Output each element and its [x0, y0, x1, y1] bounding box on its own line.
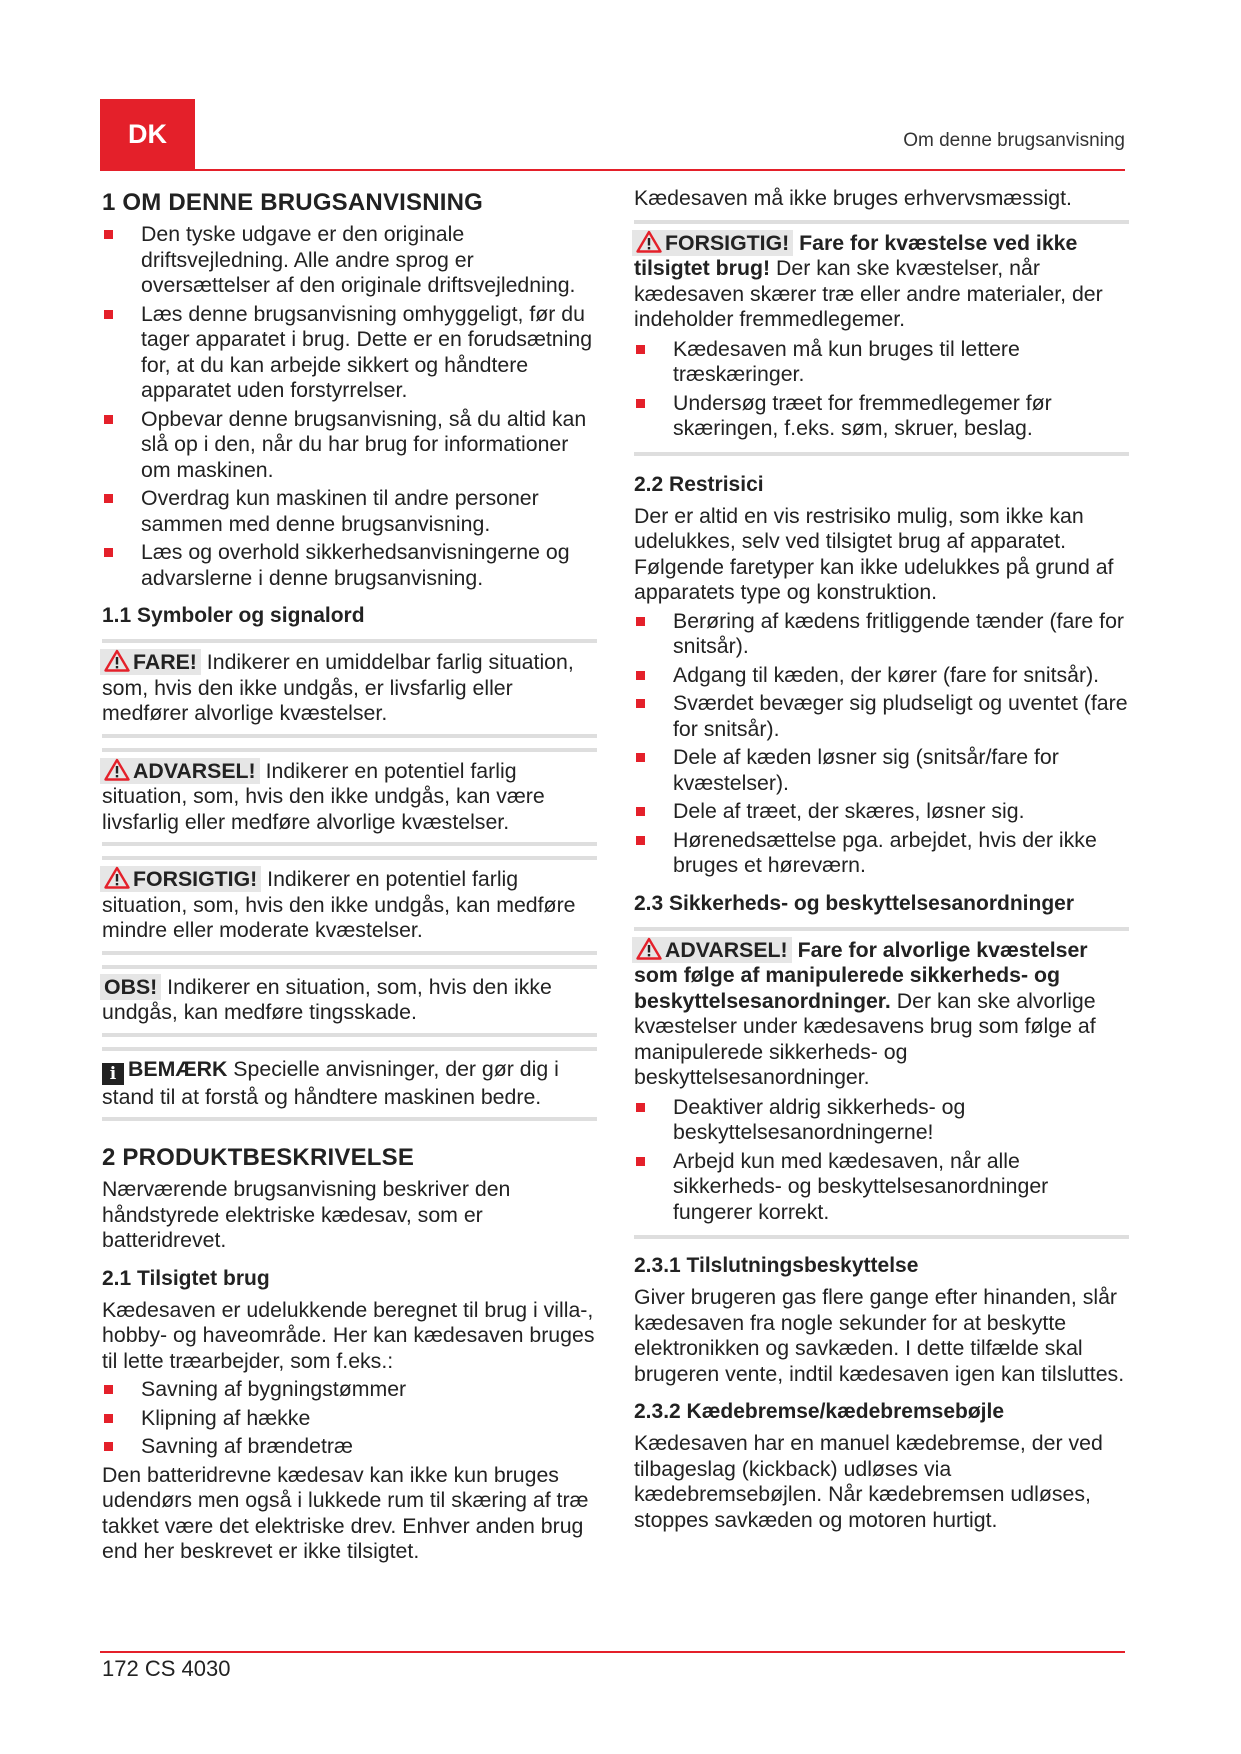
- forsigtig-notice: [102, 856, 597, 955]
- bemaerk-notice: [102, 1047, 597, 1122]
- section-2-title: 2 PRODUKTBESKRIVELSE: [102, 1144, 415, 1171]
- list-item: Dele af træet, der skæres, løsner sig.: [634, 799, 1129, 825]
- warning-triangle-icon: [636, 937, 662, 960]
- section-2-3-2-text: Kædesaven har en manuel kædebremse, der ved tilbageslag (kickback) udløses via kædebremsebøjlen. Når kædebremsen udløses, stoppes savkæden og motoren hurtigt.: [634, 1431, 1103, 1532]
- list-item: Overdrag kun maskinen til andre personer sammen med denne brugsanvisning.: [102, 486, 597, 537]
- section-2-2-list: [634, 609, 1129, 879]
- list-item: Klipning af hække: [102, 1406, 597, 1432]
- advarsel-notice: [102, 748, 597, 847]
- advarsel-tag: [100, 758, 260, 784]
- section-2-2-title: 2.2 Restrisici: [634, 472, 764, 496]
- section-2-3-2-title: 2.3.2 Kædebremse/kædebremsebøjle: [634, 1400, 1005, 1423]
- section-2-2-text: Der er altid en vis restrisiko mulig, som ikke kan udelukkes, selv ved tilsigtet brug af apparatet. Følgende faretyper kan ikke udelukkes på grund af apparatets type og konstruktion.: [634, 503, 1114, 604]
- forsigtig-tag: [632, 230, 793, 256]
- fare-text: Indikerer en umiddelbar farlig situation, som, hvis den ikke undgås, er livsfarlig eller medfører alvorlige kvæstelser.: [102, 650, 574, 725]
- section-2-3-title: 2.3 Sikkerheds- og beskyttelsesanordninger: [634, 891, 1074, 915]
- forsigtig-tag: [100, 866, 261, 892]
- list-item: Savning af bygningstømmer: [102, 1377, 597, 1403]
- list-item: Savning af brændetræ: [102, 1434, 597, 1460]
- bemaerk-text: Specielle anvisninger, der gør dig i stand til at forstå og håndtere maskinen bedre.: [102, 1056, 559, 1109]
- list-item: Sværdet bevæger sig pludseligt og uventet (fare for snitsår).: [634, 691, 1129, 742]
- info-icon: i: [102, 1063, 124, 1085]
- section-1-list: [102, 222, 597, 591]
- list-item: Den tyske udgave er den originale driftsvejledning. Alle andre sprog er oversættelser af den originale driftsvejledning.: [102, 222, 597, 299]
- section-1-title: 1 OM DENNE BRUGSANVISNING: [102, 189, 484, 216]
- section-1-1-title: 1.1 Symboler og signalord: [102, 604, 365, 627]
- advarsel-label: ADVARSEL!: [133, 758, 256, 783]
- advarsel-headline: Fare for alvorlige kvæstelser som følge af manipulerede sikkerheds- og beskyttelsesanordninger.: [634, 937, 1088, 1013]
- forsigtig-text: Indikerer en potentiel farlig situation, som, hvis den ikke undgås, kan medføre mindre eller moderate kvæstelser.: [102, 867, 576, 942]
- list-item: Læs og overhold sikkerhedsanvisningerne og advarslerne i denne brugsanvisning.: [102, 540, 597, 591]
- advarsel-text: Der kan ske alvorlige kvæstelser under kædesavens brug som følge af manipulerede sikkerheds- og beskyttelsesanordninger.: [634, 988, 1096, 1089]
- list-item: Undersøg træet for fremmedlegemer før skæringen, f.eks. søm, skruer, beslag.: [634, 391, 1129, 442]
- intro-text: Kædesaven må ikke bruges erhvervsmæssigt.: [634, 186, 1072, 210]
- forsigtig-headline: Fare for kvæstelse ved ikke tilsigtet brug!: [634, 230, 1078, 280]
- warning-triangle-icon: [636, 230, 662, 253]
- bemaerk-tag: BEMÆRK: [128, 1056, 228, 1081]
- warning-triangle-icon: [104, 649, 130, 672]
- list-item: Kædesaven må kun bruges til lettere træskæringer.: [634, 337, 1129, 388]
- advarsel-text: Indikerer en potentiel farlig situation, som, hvis den ikke undgås, kan være livsfarlig eller medføre alvorlige kvæstelser.: [102, 758, 545, 834]
- page-footer: 172 CS 4030: [102, 1656, 231, 1681]
- header-rule: [100, 169, 1125, 171]
- list-item: Deaktiver aldrig sikkerheds- og beskyttelsesanordningerne!: [634, 1095, 1129, 1146]
- forsigtig-text: Der kan ske kvæstelser, når kædesaven skærer træ eller andre materialer, der indeholder fremmedlegemer.: [634, 256, 1103, 331]
- obs-tag: OBS!: [100, 974, 161, 1000]
- footer-rule: [100, 1651, 1125, 1653]
- advarsel-label: ADVARSEL!: [665, 937, 788, 962]
- advarsel-tag: [632, 937, 792, 963]
- list-item: Opbevar denne brugsanvisning, så du altid kan slå op i den, når du har brug for informationer om maskinen.: [102, 407, 597, 484]
- list-item: Læs denne brugsanvisning omhyggeligt, før du tager apparatet i brug. Dette er en forudsætning for, at du kan arbejde sikkert og håndtere apparatet uden forstyrrelser.: [102, 302, 597, 404]
- advarsel-list: [634, 1095, 1129, 1226]
- section-2-1-text: Kædesaven er udelukkende beregnet til brug i villa-, hobby- og haveområde. Her kan kædesaven bruges til lette træarbejder, som f.eks.:: [102, 1297, 595, 1373]
- warning-triangle-icon: [104, 866, 130, 889]
- fare-label: FARE!: [133, 650, 197, 674]
- section-2-1-title: 2.1 Tilsigtet brug: [102, 1266, 270, 1290]
- fare-tag: [100, 649, 201, 675]
- advarsel-safety-notice: [634, 927, 1129, 1240]
- running-title: Om denne brugsanvisning: [903, 130, 1125, 151]
- right-column: [634, 184, 1129, 1536]
- list-item: Berøring af kædens fritliggende tænder (fare for snitsår).: [634, 609, 1129, 660]
- section-2-text: Nærværende brugsanvisning beskriver den håndstyrede elektriske kædesav, som er batteridrevet.: [102, 1177, 511, 1252]
- list-item: Adgang til kæden, der kører (fare for snitsår).: [634, 663, 1129, 689]
- obs-text: Indikerer en situation, som, hvis den ikke undgås, kan medføre tingsskade.: [102, 974, 552, 1024]
- forsigtig-list: [634, 337, 1129, 442]
- forsigtig-label: FORSIGTIG!: [665, 230, 790, 255]
- list-item: Dele af kæden løsner sig (snitsår/fare for kvæstelser).: [634, 745, 1129, 796]
- section-2-1-list: [102, 1377, 597, 1460]
- list-item: Arbejd kun med kædesaven, når alle sikkerheds- og beskyttelsesanordninger fungerer korrekt.: [634, 1149, 1129, 1226]
- section-2-3-1-text: Giver brugeren gas flere gange efter hinanden, slår kædesaven fra nogle sekunder for at beskytte elektronikken og savkæden. I dette tilfælde skal brugeren vente, indtil kædesaven igen kan tilsluttes.: [634, 1285, 1125, 1386]
- forsigtig-use-notice: [634, 220, 1129, 456]
- language-badge: DK: [100, 99, 195, 170]
- forsigtig-label: FORSIGTIG!: [133, 867, 258, 891]
- section-2-3-1-title: 2.3.1 Tilslutningsbeskyttelse: [634, 1254, 919, 1277]
- left-column: [102, 184, 597, 1568]
- fare-notice: [102, 639, 597, 738]
- obs-notice: [102, 965, 597, 1037]
- list-item: Hørenedsættelse pga. arbejdet, hvis der ikke bruges et høreværn.: [634, 828, 1129, 879]
- warning-triangle-icon: [104, 758, 130, 781]
- section-2-1-text-2: Den batteridrevne kædesav kan ikke kun bruges udendørs men også i lukkede rum til skæring af træ takket være det elektriske drev. Enhver anden brug end her beskrevet er ikke tilsigtet.: [102, 1462, 589, 1563]
